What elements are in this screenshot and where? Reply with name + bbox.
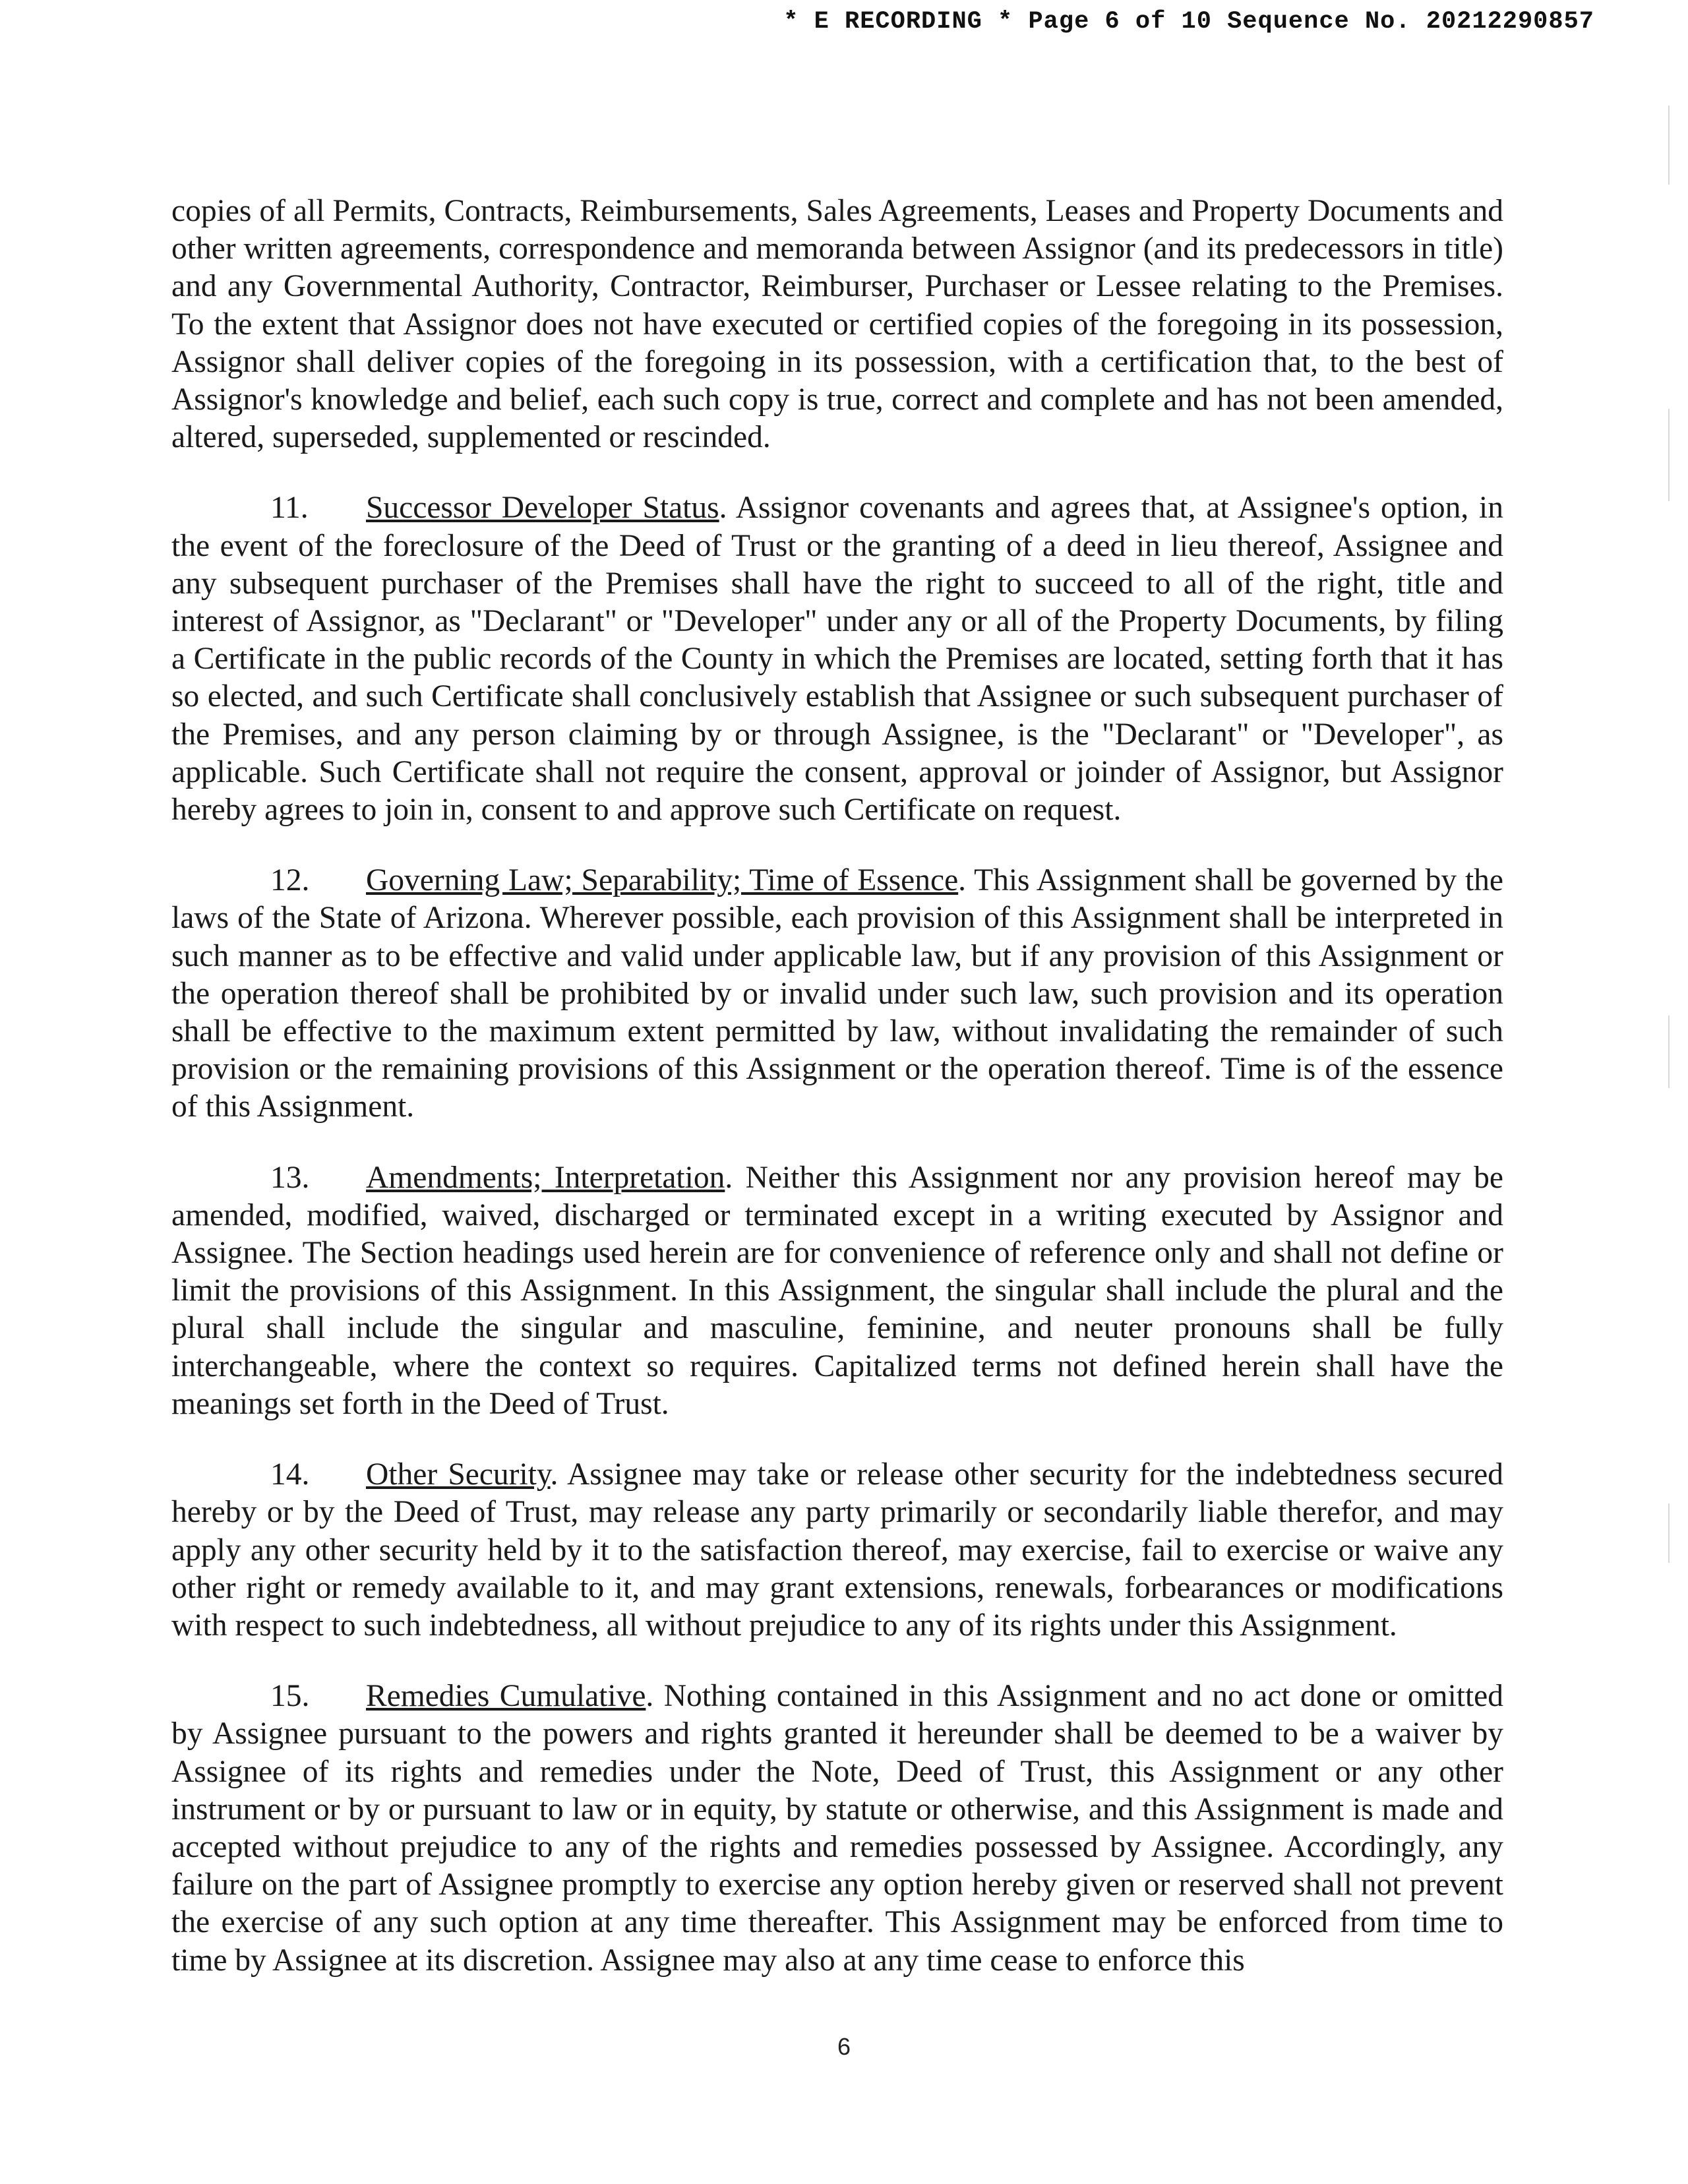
paragraph-continuation <box>171 193 1503 456</box>
paragraph-12 <box>171 862 1503 1126</box>
section-heading: Amendments; Interpretation <box>366 1160 725 1195</box>
paragraph-text: . Neither this Assignment nor any provision hereof may be amended, modified, waived, discharged or terminated except in a writing executed by Assignor and Assignee. The Section headings used herein are for convenience of reference only and shall not define or limit the provisions of this Assignment. In this Assignment, the singular shall include the plural and the plural shall include the singular and masculine, feminine, and neuter pronouns shall be fully interchangeable, where the context so requires. Capitalized terms not defined herein shall have the meanings set forth in the Deed of Trust. <box>171 1160 1504 1421</box>
scan-edge-mark <box>1668 409 1670 501</box>
paragraph-text: . This Assignment shall be governed by the laws of the State of Arizona. Wherever possible, each provision of this Assignment shall be interpreted in such manner as to be effective and valid under applicable law, but if any provision of this Assignment or the operation thereof shall be prohibited by or invalid under such law, such provision and its operation shall be effective to the maximum extent permitted by law, without invalidating the remainder of such provision or the remaining provisions of this Assignment or the operation thereof. Time is of the essence of this Assignment. <box>171 863 1503 1124</box>
section-heading: Remedies Cumulative <box>366 1679 646 1714</box>
paragraph-15 <box>171 1678 1503 1980</box>
section-number: 14. <box>270 1457 310 1492</box>
paragraph-text: . Nothing contained in this Assignment and no act done or omitted by Assignee pursuant to the powers and rights granted it hereunder shall be deemed to be a waiver by Assignee of its rights and remedies under the Note, Deed of Trust, this Assignment or any other instrument or by or pursuant to law or in equity, by statute or otherwise, and this Assignment is made and accepted without prejudice to any of the rights and remedies possessed by Assignee. Accordingly, any failure on the part of Assignee promptly to exercise any option hereby given or reserved shall not prevent the exercise of any such option at any time thereafter. This Assignment may be enforced from time to time by Assignee at its discretion. Assignee may also at any time cease to enforce this <box>171 1679 1503 1978</box>
paragraph-14 <box>171 1456 1503 1645</box>
scan-edge-mark <box>1668 1503 1670 1563</box>
scan-edge-mark <box>1668 106 1670 185</box>
document-body <box>171 193 1503 2013</box>
page-number: 6 <box>837 2033 851 2060</box>
section-number: 12. <box>270 863 310 898</box>
paragraph-11 <box>171 489 1503 829</box>
paragraph-text: copies of all Permits, Contracts, Reimbursements, Sales Agreements, Leases and Property Documents and other written agreements, correspondence and memoranda between Assignor (and its predecessors in title) and any Governmental Authority, Contractor, Reimburser, Purchaser or Lessee relating to the Premises. To the extent that Assignor does not have executed or certified copies of the foregoing in its possession, Assignor shall deliver copies of the foregoing in its possession, with a certification that, to the best of Assignor's knowledge and belief, each such copy is true, correct and complete and has not been amended, altered, superseded, supplemented or rescinded. <box>171 194 1503 455</box>
section-number: 11. <box>270 491 309 526</box>
section-number: 13. <box>270 1160 310 1195</box>
paragraph-text: . Assignor covenants and agrees that, at Assignee's option, in the event of the foreclosure of the Deed of Trust or the granting of a deed in lieu thereof, Assignee and any subsequent purchaser of the Premises shall have the right to succeed to all of the right, title and interest of Assignor, as "Declarant" or "Developer" under any or all of the Property Documents, by filing a Certificate in the public records of the County in which the Premises are located, setting forth that it has so elected, and such Certificate shall conclusively establish that Assignee or such subsequent purchaser of the Premises, and any person claiming by or through Assignee, is the "Declarant" or "Developer", as applicable. Such Certificate shall not require the consent, approval or joinder of Assignor, but Assignor hereby agrees to join in, consent to and approve such Certificate on request. <box>171 491 1504 828</box>
paragraph-text: . Assignee may take or release other security for the indebtedness secured hereby or by the Deed of Trust, may release any party primarily or secondarily liable therefor, and may apply any other security held by it to the satisfaction thereof, may exercise, fail to exercise or waive any other right or remedy available to it, and may grant extensions, renewals, forbearances or modifications with respect to such indebtedness, all without prejudice to any of its rights under this Assignment. <box>171 1457 1503 1643</box>
recording-header: * E RECORDING * Page 6 of 10 Sequence No. 20212290857 <box>783 8 1594 36</box>
section-heading: Other Security <box>366 1457 551 1492</box>
paragraph-13 <box>171 1159 1503 1423</box>
section-heading: Successor Developer Status <box>366 491 719 526</box>
section-number: 15. <box>270 1679 310 1714</box>
section-heading: Governing Law; Separability; Time of Essence <box>366 863 959 898</box>
scan-edge-mark <box>1668 1016 1670 1088</box>
